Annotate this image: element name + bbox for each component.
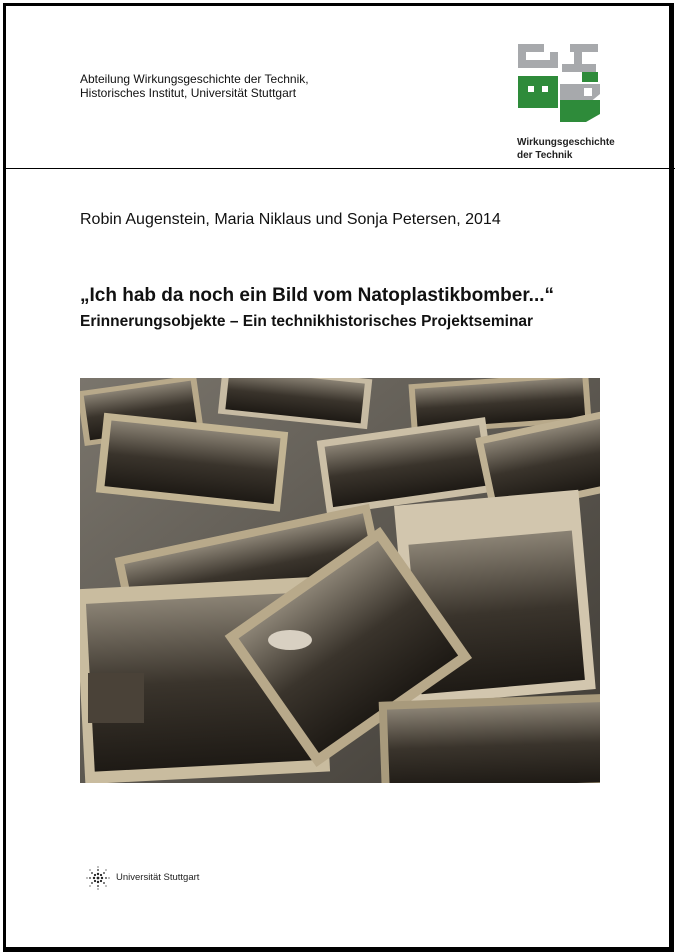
department-line-1: Abteilung Wirkungsgeschichte der Technik, — [80, 72, 309, 86]
cover-photo-scattered-old-photographs — [80, 378, 600, 783]
wirkungsgeschichte-logo-icon — [516, 42, 602, 122]
department-line-2: Historisches Institut, Universität Stuttgart — [80, 86, 297, 100]
university-logo-text: Universität Stuttgart — [116, 872, 200, 883]
department-block — [80, 72, 309, 100]
cover-title: „Ich hab da noch ein Bild vom Natoplastikbomber...“ — [80, 285, 555, 306]
logo-caption-line-1: Wirkungsgeschichte — [517, 137, 615, 148]
header-divider — [3, 168, 675, 169]
logo-caption — [517, 136, 615, 162]
authors: Robin Augenstein, Maria Niklaus und Sonja Petersen, 2014 — [80, 211, 501, 228]
logo-caption-line-2: der Technik — [517, 150, 573, 161]
cover-subtitle: Erinnerungsobjekte – Ein technikhistorisches Projektseminar — [80, 313, 534, 330]
